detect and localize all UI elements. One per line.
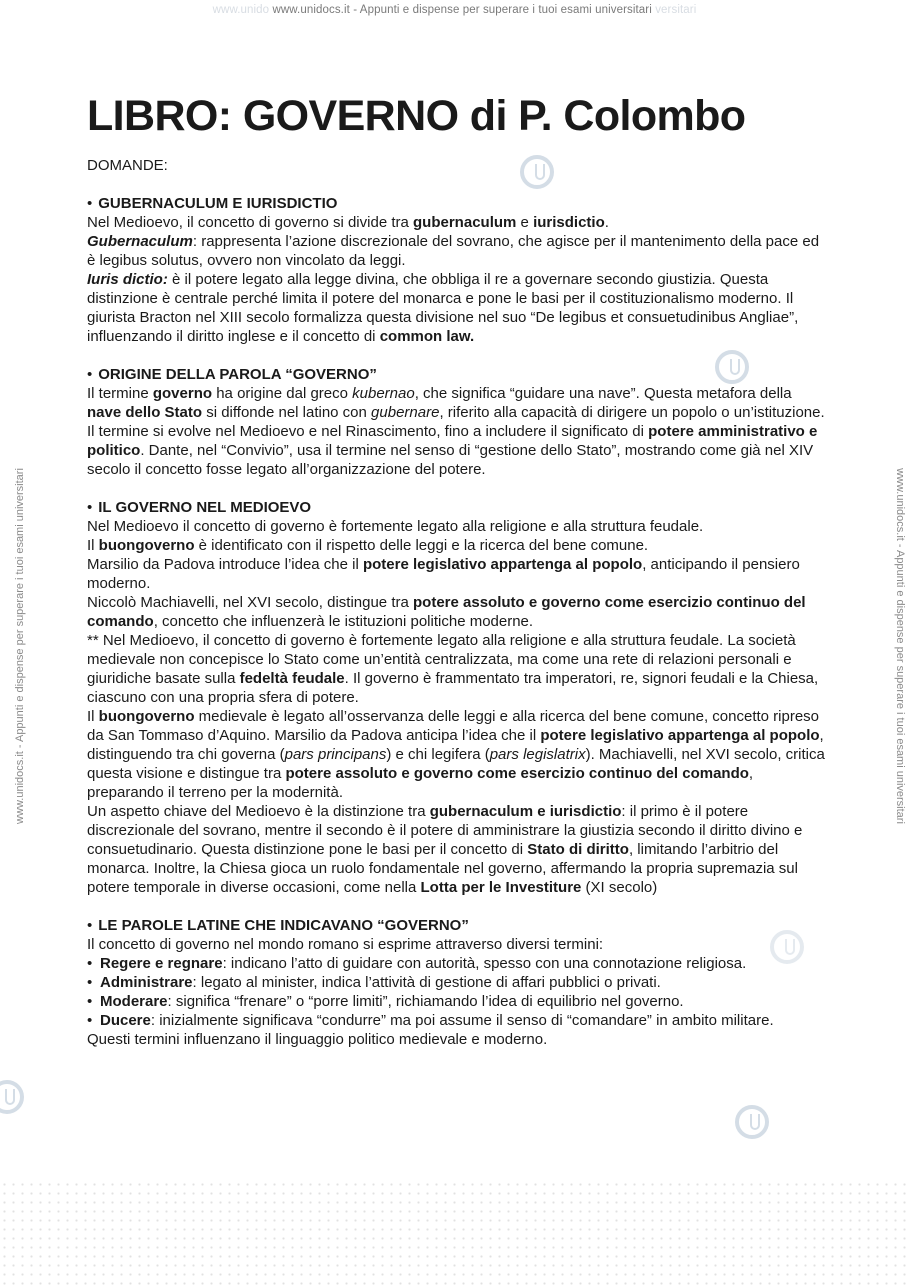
paragraph: [87, 555, 827, 593]
text-run: : indicano l’atto di guidare con autorità, spesso con una connotazione religiosa.: [222, 955, 747, 972]
paragraph: [87, 536, 827, 555]
bold-text: gubernaculum: [413, 214, 517, 231]
bullet-icon: •: [87, 366, 93, 383]
paragraph: [87, 802, 827, 897]
text-run: , riferito alla capacità di dirigere un popolo o un’istituzione. Il termine si evolve nel Medioevo e nel Rinascimento, fino a includere il significato di: [87, 404, 825, 440]
bullet-icon: •: [87, 499, 93, 516]
text-run: (XI secolo): [581, 879, 658, 896]
bold-text: Stato di diritto: [527, 841, 629, 858]
list-item: [87, 973, 827, 992]
section: [87, 916, 827, 1049]
dotted-footer-pattern: [0, 1180, 909, 1286]
banner-ghost-left: www.unido: [212, 4, 270, 16]
text-run: è identificato con il rispetto delle leggi e la ricerca del bene comune.: [194, 537, 649, 554]
text-run: Un aspetto chiave del Medioevo è la distinzione tra: [87, 803, 430, 820]
italic-text: gubernare: [371, 404, 440, 421]
side-watermark-left: www.unidocs.it - Appunti e dispense per superare i tuoi esami universitari: [14, 468, 26, 824]
text-run: Nel Medioevo il concetto di governo è fortemente legato alla religione e alla struttura feudale.: [87, 518, 704, 535]
text-run: : legato al minister, indica l’attività di gestione di affari pubblici o privati.: [192, 974, 661, 991]
section: [87, 498, 827, 897]
top-banner: [0, 4, 909, 16]
bold-text: Administrare: [100, 974, 193, 991]
bold-text: potere legislativo appartenga al popolo: [362, 556, 643, 573]
text-run: Il concetto di governo nel mondo romano si esprime attraverso diversi termini:: [87, 936, 604, 953]
bold-text: gubernaculum e iurisdictio: [429, 803, 622, 820]
term-list: [87, 954, 827, 1030]
text-run: . Il governo è frammentato tra imperatori, re, signori feudali e la Chiesa, ciascuno con una propria sfera di potere.: [87, 670, 819, 706]
text-run: ** Nel Medioevo, il concetto di governo è fortemente legato alla religione e alla struttura feudale. La società medievale non concepisce lo Stato come un’entità centralizzata, ma come una rete di relazioni personali e giuridiche basate sulla: [87, 632, 796, 687]
text-run: , limitando l’arbitrio del monarca. Inoltre, la Chiesa gioca un ruolo fondamentale nel governo, affermando la propria supremazia sul potere temporale in diverse occasioni, come nella: [87, 841, 798, 896]
text-run: : il primo è il potere discrezionale del sovrano, mentre il secondo è il potere di amministrare la giustizia secondo il diritto divino e consuetudinario. Questa distinzione pone le basi per il concetto di: [87, 803, 803, 858]
side-watermark-right: www.unidocs.it - Appunti e dispense per superare i tuoi esami universitari: [894, 468, 906, 824]
text-run: Marsilio da Padova introduce l’idea che il: [87, 556, 363, 573]
bold-text: nave dello Stato: [87, 404, 203, 421]
text-run: , concetto che influenzerà le istituzioni politiche moderne.: [153, 613, 534, 630]
bold-text: potere legislativo appartenga al popolo: [540, 727, 820, 744]
paragraph: [87, 631, 827, 707]
bold-text: Iuris dictio:: [87, 271, 168, 288]
list-item: [87, 992, 827, 1011]
bold-text: Lotta per le Investiture: [420, 879, 582, 896]
text-run: , preparando il terreno per la modernità.: [87, 765, 754, 801]
paragraph: [87, 270, 827, 346]
paragraph: [87, 213, 827, 232]
bold-text: Gubernaculum: [87, 233, 193, 250]
bold-text: governo: [152, 385, 213, 402]
bullet-icon: •: [87, 917, 93, 934]
section-title: [87, 194, 827, 213]
text-run: è il potere legato alla legge divina, che obbliga il re a governare secondo giustizia. Questa distinzione è centrale perché limita il potere del monarca e pone le basi per il costituzionalismo moderno. Il giurista Bracton nel XIII secolo formalizza questa divisione nel suo “De legibus et consuetudinibus Angliae”, influenzando il diritto inglese e il concetto di: [87, 271, 799, 345]
section-title: [87, 916, 827, 935]
bold-text: common law.: [379, 328, 475, 345]
text-run: ha origine dal greco: [212, 385, 353, 402]
text-run: : rappresenta l’azione discrezionale del sovrano, che agisce per il mantenimento della pace ed è legibus solutus, ovvero non vincolato da leggi.: [87, 233, 820, 269]
watermark-logo-icon: [0, 1080, 24, 1114]
text-run: Nel Medioevo, il concetto di governo si divide tra: [87, 214, 414, 231]
text-run: Questi termini influenzano il linguaggio politico medievale e moderno.: [87, 1031, 548, 1048]
text-run: : inizialmente significava “condurre” ma poi assume il senso di “comandare” in ambito militare.: [150, 1012, 774, 1029]
bold-text: Ducere: [100, 1012, 151, 1029]
sections-container: [87, 194, 827, 1049]
section-title-text: GUBERNACULUM E IURISDICTIO: [98, 195, 338, 212]
list-item: [87, 1011, 827, 1030]
text-run: si diffonde nel latino con: [202, 404, 372, 421]
text-run: .: [604, 214, 609, 231]
bold-text: fedeltà feudale: [239, 670, 345, 687]
banner-ghost-right: versitari: [655, 4, 697, 16]
text-run: e: [516, 214, 534, 231]
bold-text: buongoverno: [98, 708, 195, 725]
section-title-text: ORIGINE DELLA PAROLA “GOVERNO”: [98, 366, 377, 383]
paragraph: [87, 517, 827, 536]
section-title-text: IL GOVERNO NEL MEDIOEVO: [98, 499, 312, 516]
section-title: [87, 498, 827, 517]
text-run: medievale è legato all’osservanza delle leggi e alla ricerca del bene comune, concetto ripreso da San Tommaso d’Aquino. Marsilio da Padova anticipa l’idea che il: [87, 708, 820, 744]
text-run: Niccolò Machiavelli, nel XVI secolo, distingue tra: [87, 594, 413, 611]
paragraph: [87, 1030, 827, 1049]
list-item: [87, 954, 827, 973]
document-page: [87, 88, 827, 1049]
paragraph: [87, 384, 827, 479]
italic-text: kubernao: [352, 385, 415, 402]
section: [87, 365, 827, 479]
text-run: , anticipando il pensiero moderno.: [87, 556, 800, 592]
paragraph: [87, 593, 827, 631]
paragraph: [87, 935, 827, 954]
section-title: [87, 365, 827, 384]
section-title-text: LE PAROLE LATINE CHE INDICAVANO “GOVERNO”: [98, 917, 469, 934]
bold-text: buongoverno: [98, 537, 195, 554]
section: [87, 194, 827, 346]
bold-text: Moderare: [100, 993, 168, 1010]
bold-text: Regere e regnare: [100, 955, 223, 972]
italic-text: pars legislatrix: [489, 746, 586, 763]
bold-text: iurisdictio: [533, 214, 605, 231]
bold-text: potere amministrativo e politico: [87, 423, 818, 459]
document-title: LIBRO: GOVERNO di P. Colombo: [87, 92, 746, 140]
italic-text: pars principans: [284, 746, 387, 763]
banner-text: www.unidocs.it - Appunti e dispense per superare i tuoi esami universitari: [272, 4, 652, 16]
text-run: Il: [87, 708, 99, 725]
text-run: Il termine: [87, 385, 153, 402]
paragraph: [87, 707, 827, 802]
text-run: Il: [87, 537, 99, 554]
text-run: . Dante, nel “Convivio”, usa il termine nel senso di “gestione dello Stato”, mostrando come già nel XIV secolo il concetto fosse legato all’organizzazione del potere.: [87, 442, 814, 478]
text-run: ) e chi legifera (: [386, 746, 490, 763]
bold-text: potere assoluto e governo come esercizio continuo del comando: [87, 594, 806, 630]
text-run: ). Machiavelli, nel XVI secolo, critica questa visione e distingue tra: [87, 746, 825, 782]
paragraph: [87, 232, 827, 270]
text-run: , distinguendo tra chi governa (: [87, 727, 824, 763]
watermark-logo-icon: [735, 1105, 769, 1139]
domande-label: DOMANDE:: [87, 157, 168, 174]
text-run: , che significa “guidare una nave”. Questa metafora della: [414, 385, 792, 402]
bullet-icon: •: [87, 195, 93, 212]
bold-text: potere assoluto e governo come esercizio continuo del comando: [285, 765, 749, 782]
text-run: : significa “frenare” o “porre limiti”, richiamando l’idea di equilibrio nel governo.: [167, 993, 684, 1010]
